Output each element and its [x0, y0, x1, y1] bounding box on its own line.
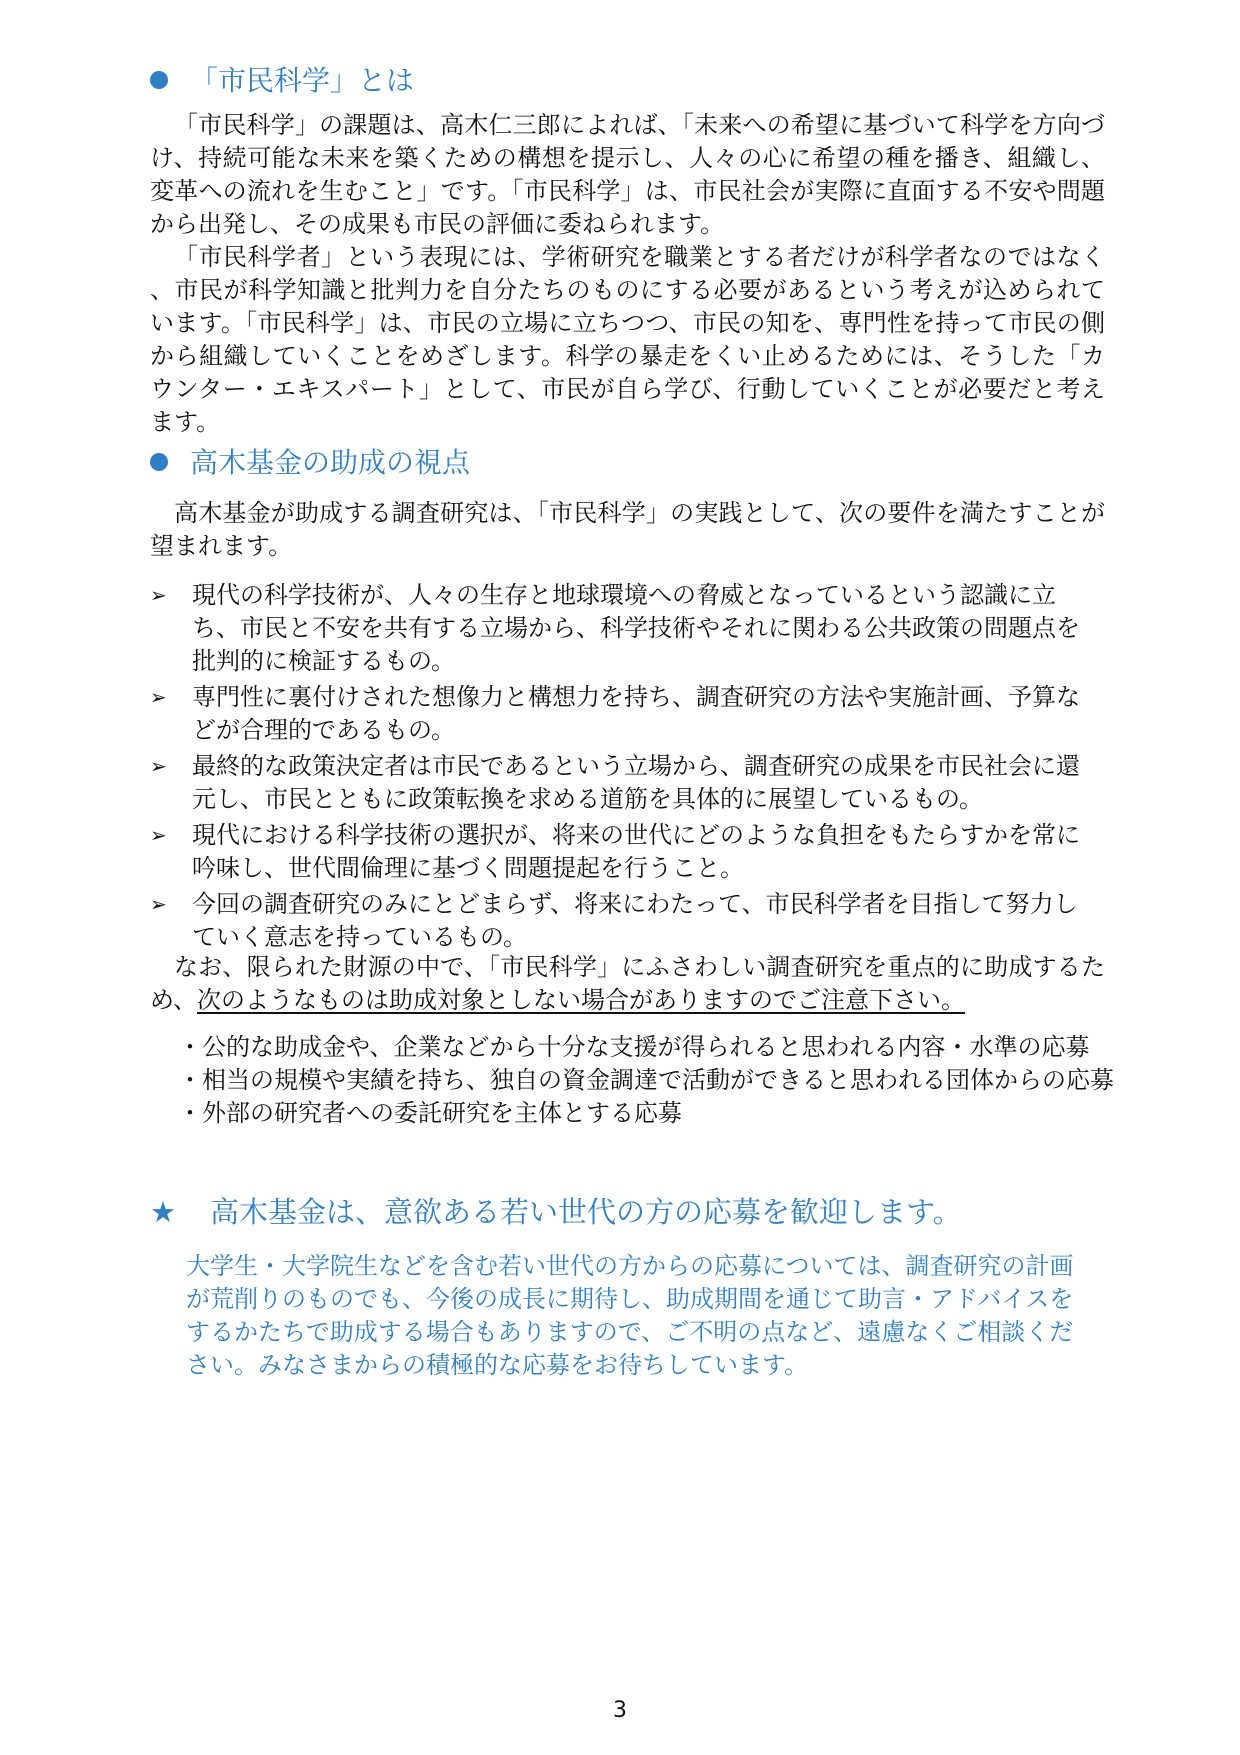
list-item-text: 現代における科学技術の選択が、将来の世代にどのような負担をもたらすかを常に吟味し、世代間倫理に基づく問題提起を行うこと。	[192, 821, 1080, 882]
list-item	[150, 819, 1100, 885]
list-item	[150, 681, 1100, 747]
list-item-text: 現代の科学技術が、人々の生存と地球環境への脅威となっているという認識に立ち、市民と不安を共有する立場から、科学技術やそれに関わる公共政策の問題点を批判的に検証するもの。	[192, 581, 1080, 675]
arrow-bullet-icon: ➢	[150, 685, 167, 709]
list-item-text: 今回の調査研究のみにとどまらず、将来にわたって、市民科学者を目指して努力していく意志を持っているもの。	[192, 890, 1078, 951]
list-item-text: 専門性に裏付けされた想像力と構想力を持ち、調査研究の方法や実施計画、予算などが合理的であるもの。	[192, 683, 1080, 744]
paragraph-exclusion-note	[150, 951, 1105, 1017]
arrow-bullet-icon: ➢	[150, 754, 167, 778]
list-item	[150, 888, 1100, 954]
paragraph-grant-intro: 高木基金が助成する調査研究は、「市民科学」の実践として、次の要件を満たすことが望まれます。	[150, 499, 1105, 560]
section-heading-text: 「市民科学」とは	[190, 64, 415, 97]
list-item: ・公的な助成金や、企業などから十分な支援が得られると思われる内容・水準の応募	[178, 1033, 1090, 1061]
paragraph-civic-scientist: 「市民科学者」という表現には、学術研究を職業とする者だけが科学者なのではなく、市民が科学知識と批判力を自分たちのものにする必要があるという考えが込められています。「市民科学」は、市民の立場に立ちつつ、市民の知を、専門性を持って市民の側から組織していくことをめざします。科学の暴走をくい止めるためには、そうした「カウンター・エキスパート」として、市民が自ら学び、行動していくことが必要だと考えます。	[150, 243, 1105, 436]
paragraph-civic-science-definition: 「市民科学」の課題は、高木仁三郎によれば、「未来への希望に基づいて科学を方向づけ、持続可能な未来を築くための構想を提示し、人々の心に希望の種を播き、組織し、変革への流れを生むこと」です。「市民科学」は、市民社会が実際に直面する不安や問題から出発し、その成果も市民の評価に委ねられます。	[150, 111, 1105, 238]
note-lead-text: なお、限られた財源の中で、「市民科学」にふさわしい調査研究を重点的に助成するため、	[150, 953, 1105, 1014]
paragraph-young-applicants: 大学生・大学院生などを含む若い世代の方からの応募については、調査研究の計画が荒削りのものでも、今後の成長に期待し、助成期間を通じて助言・アドバイスをするかたちで助成する場合もありますので、ご不明の点など、遠慮なくご相談ください。みなさまからの積極的な応募をお待ちしています。	[186, 1252, 1074, 1379]
note-underlined-text: 次のようなものは助成対象としない場合がありますのでご注意下さい。	[197, 986, 966, 1014]
list-item	[150, 750, 1100, 816]
bullet-dot-icon	[150, 71, 168, 89]
arrow-bullet-icon: ➢	[150, 583, 167, 607]
section-heading-text: 高木基金は、意欲ある若い世代の方の応募を歓迎します。	[210, 1195, 962, 1229]
list-item-text: 最終的な政策決定者は市民であるという立場から、調査研究の成果を市民社会に還元し、市民とともに政策転換を求める道筋を具体的に展望しているもの。	[192, 752, 1080, 813]
list-item: ・相当の規模や実績を持ち、独自の資金調達で活動ができると思われる団体からの応募	[178, 1066, 1114, 1094]
star-icon: ★	[150, 1195, 176, 1229]
list-item	[150, 579, 1100, 678]
page-number: 3	[613, 1698, 627, 1723]
section-heading-text: 高木基金の助成の視点	[190, 446, 471, 479]
arrow-bullet-icon: ➢	[150, 823, 167, 847]
requirements-list	[150, 579, 1100, 957]
list-item: ・外部の研究者への委託研究を主体とする応募	[178, 1099, 682, 1127]
exclusions-list	[178, 1031, 1114, 1130]
arrow-bullet-icon: ➢	[150, 892, 167, 916]
bullet-dot-icon	[150, 453, 168, 471]
